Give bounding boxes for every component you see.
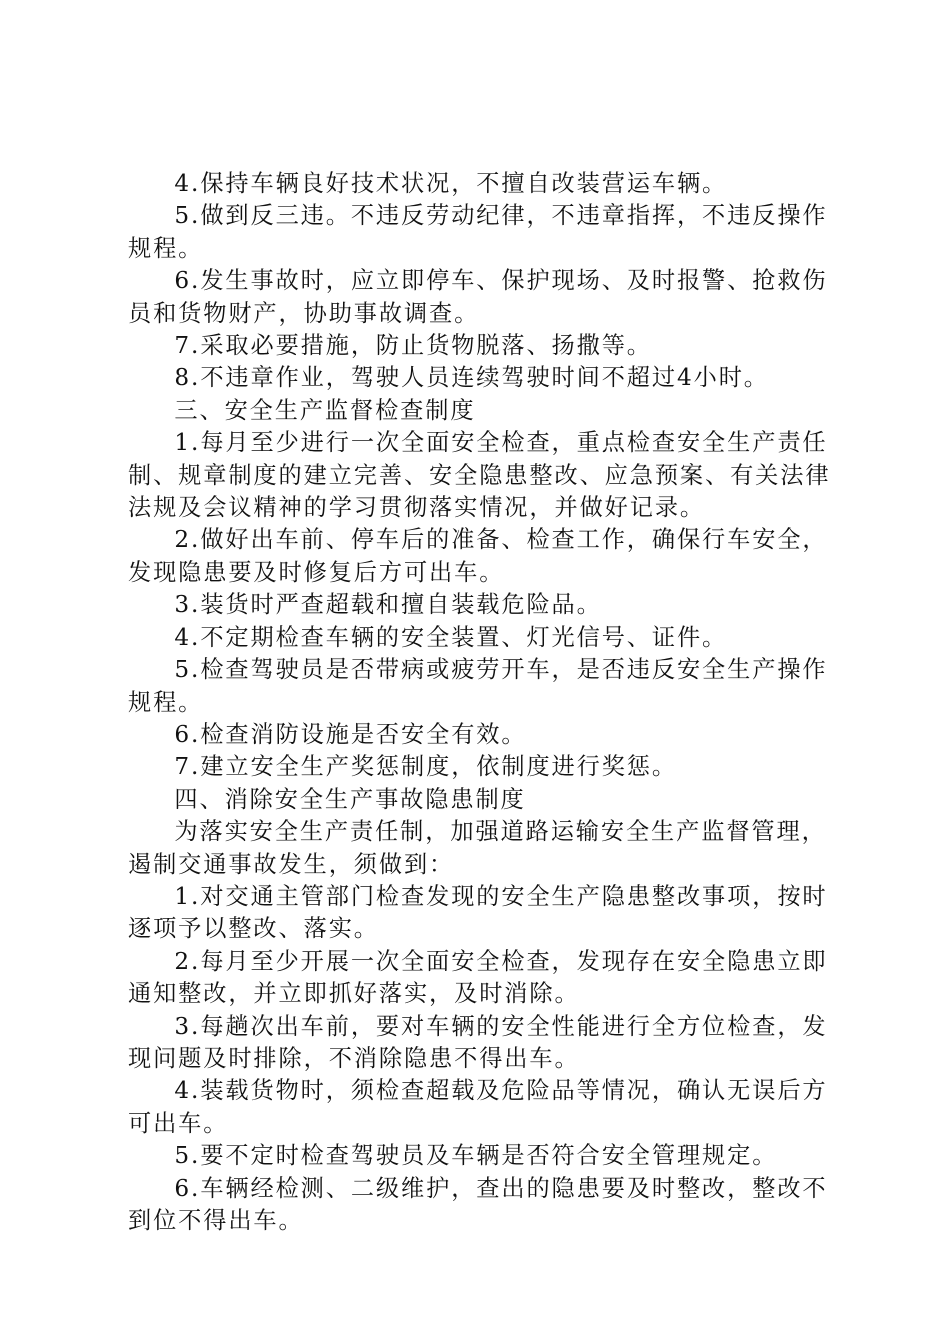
paragraph: 3.装货时严查超载和擅自装载危险品。 (174, 591, 602, 619)
paragraph: 5.检查驾驶员是否带病或疲劳开车，是否违反安全生产操作规程。 (128, 656, 828, 716)
paragraph: 4.保持车辆良好技术状况，不擅自改装营运车辆。 (174, 170, 728, 197)
document-body (128, 168, 848, 1237)
paragraph: 2.每月至少开展一次全面安全检查，发现存在安全隐患立即通知整改，并立即抓好落实，及时消除。 (128, 947, 828, 1008)
paragraph: 5.做到反三违。不违反劳动纪律，不违章指挥，不违反操作规程。 (128, 202, 828, 262)
section-heading: 三、安全生产监督检查制度 (174, 396, 476, 424)
section-heading: 四、消除安全生产事故隐患制度 (174, 785, 526, 813)
paragraph: 6.检查消防设施是否安全有效。 (174, 720, 527, 748)
paragraph: 4.装载货物时，须检查超载及危险品等情况，确认无误后方可出车。 (128, 1077, 828, 1137)
paragraph: 1.每月至少进行一次全面安全检查，重点检查安全生产责任制、规章制度的建立完善、安全隐患整改、应急预案、有关法律法规及会议精神的学习贯彻落实情况，并做好记录。 (128, 429, 831, 522)
paragraph: 7.建立安全生产奖惩制度，依制度进行奖惩。 (174, 753, 677, 781)
paragraph: 6.车辆经检测、二级维护，查出的隐患要及时整改，整改不到位不得出车。 (128, 1174, 828, 1234)
paragraph: 8.不违章作业，驾驶人员连续驾驶时间不超过4小时。 (174, 364, 769, 392)
paragraph: 6.发生事故时，应立即停车、保护现场、及时报警、抢救伤员和货物财产，协助事故调查。 (128, 267, 828, 327)
paragraph: 5.要不定时检查驾驶员及车辆是否符合安全管理规定。 (174, 1142, 778, 1170)
paragraph: 2.做好出车前、停车后的准备、检查工作，确保行车安全，发现隐患要及时修复后方可出车。 (128, 526, 828, 586)
paragraph: 7.采取必要措施，防止货物脱落、扬撒等。 (174, 332, 652, 360)
paragraph: 为落实安全生产责任制，加强道路运输安全生产监督管理，遏制交通事故发生，须做到： (128, 818, 827, 878)
paragraph: 3.每趟次出车前，要对车辆的安全性能进行全方位检查，发现问题及时排除，不消除隐患不得出车。 (128, 1012, 828, 1072)
paragraph: 4.不定期检查车辆的安全装置、灯光信号、证件。 (174, 623, 728, 651)
paragraph: 1.对交通主管部门检查发现的安全生产隐患整改事项，按时逐项予以整改、落实。 (128, 882, 828, 943)
